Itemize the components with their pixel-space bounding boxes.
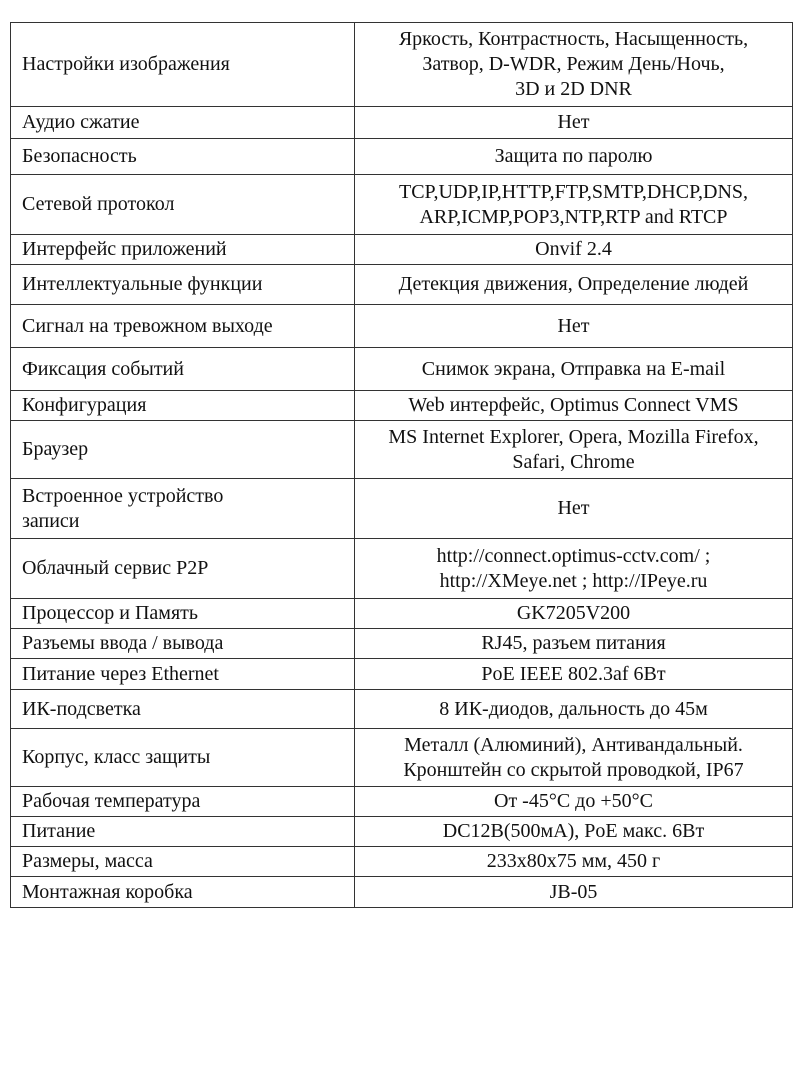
row-label: Монтажная коробка bbox=[11, 877, 355, 908]
table-row bbox=[11, 690, 793, 729]
table-row bbox=[11, 305, 793, 348]
row-label: Сигнал на тревожном выходе bbox=[11, 305, 355, 348]
table-row bbox=[11, 391, 793, 421]
table-row bbox=[11, 421, 793, 479]
row-value: GK7205V200 bbox=[355, 599, 793, 629]
row-value: JB-05 bbox=[355, 877, 793, 908]
row-label: Облачный сервис P2P bbox=[11, 539, 355, 599]
row-value: Web интерфейс, Optimus Connect VMS bbox=[355, 391, 793, 421]
table-row bbox=[11, 847, 793, 877]
row-label: Безопасность bbox=[11, 139, 355, 175]
table-row bbox=[11, 265, 793, 305]
row-label: Рабочая температура bbox=[11, 787, 355, 817]
row-label: Питание через Ethernet bbox=[11, 659, 355, 690]
row-value: MS Internet Explorer, Opera, Mozilla Firefox, Safari, Chrome bbox=[355, 421, 793, 479]
row-value: Металл (Алюминий), Антивандальный. Кронштейн со скрытой проводкой, IP67 bbox=[355, 729, 793, 787]
row-label: ИК-подсветка bbox=[11, 690, 355, 729]
spec-table-body bbox=[11, 23, 793, 908]
row-value: RJ45, разъем питания bbox=[355, 629, 793, 659]
row-value: Детекция движения, Определение людей bbox=[355, 265, 793, 305]
table-row bbox=[11, 629, 793, 659]
table-row bbox=[11, 107, 793, 139]
table-row bbox=[11, 348, 793, 391]
row-value: Защита по паролю bbox=[355, 139, 793, 175]
row-value: Яркость, Контрастность, Насыщенность, Затвор, D-WDR, Режим День/Ночь, 3D и 2D DNR bbox=[355, 23, 793, 107]
row-value: TCP,UDP,IP,HTTP,FTP,SMTP,DHCP,DNS, ARP,ICMP,POP3,NTP,RTP and RTCP bbox=[355, 175, 793, 235]
row-value: http://connect.optimus-cctv.com/ ; http://XMeye.net ; http://IPeye.ru bbox=[355, 539, 793, 599]
row-label: Питание bbox=[11, 817, 355, 847]
table-row bbox=[11, 539, 793, 599]
table-row bbox=[11, 817, 793, 847]
table-row bbox=[11, 659, 793, 690]
row-value: Нет bbox=[355, 107, 793, 139]
row-label: Интеллектуальные функции bbox=[11, 265, 355, 305]
table-row bbox=[11, 235, 793, 265]
row-value: Onvif 2.4 bbox=[355, 235, 793, 265]
row-value: Нет bbox=[355, 305, 793, 348]
row-label: Аудио сжатие bbox=[11, 107, 355, 139]
table-row bbox=[11, 139, 793, 175]
row-label: Настройки изображения bbox=[11, 23, 355, 107]
row-label: Процессор и Память bbox=[11, 599, 355, 629]
table-row bbox=[11, 787, 793, 817]
row-value: Нет bbox=[355, 479, 793, 539]
row-value: 233x80x75 мм, 450 г bbox=[355, 847, 793, 877]
table-row bbox=[11, 877, 793, 908]
spec-table bbox=[10, 22, 793, 908]
row-label: Корпус, класс защиты bbox=[11, 729, 355, 787]
row-label: Фиксация событий bbox=[11, 348, 355, 391]
row-value: DC12В(500мА), PoE макс. 6Вт bbox=[355, 817, 793, 847]
table-row bbox=[11, 175, 793, 235]
row-value: PoE IEEE 802.3af 6Вт bbox=[355, 659, 793, 690]
table-row bbox=[11, 729, 793, 787]
table-row bbox=[11, 23, 793, 107]
table-row bbox=[11, 599, 793, 629]
table-row bbox=[11, 479, 793, 539]
row-label: Интерфейс приложений bbox=[11, 235, 355, 265]
row-label: Размеры, масса bbox=[11, 847, 355, 877]
row-value: 8 ИК-диодов, дальность до 45м bbox=[355, 690, 793, 729]
row-label: Сетевой протокол bbox=[11, 175, 355, 235]
row-label: Конфигурация bbox=[11, 391, 355, 421]
row-label: Встроенное устройство записи bbox=[11, 479, 355, 539]
row-value: От -45°C до +50°C bbox=[355, 787, 793, 817]
row-label: Разъемы ввода / вывода bbox=[11, 629, 355, 659]
row-value: Снимок экрана, Отправка на E-mail bbox=[355, 348, 793, 391]
row-label: Браузер bbox=[11, 421, 355, 479]
